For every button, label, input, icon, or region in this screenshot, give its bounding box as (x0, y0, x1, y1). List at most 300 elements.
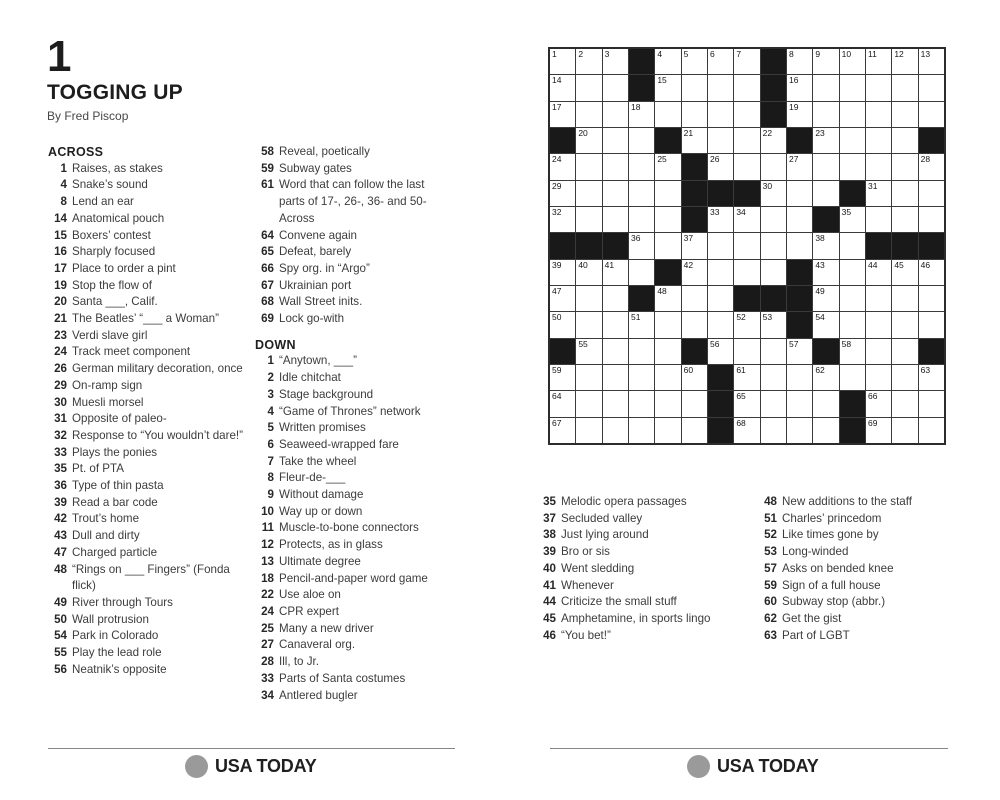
grid-cell-black (866, 233, 891, 258)
clue-number: 50 (54, 612, 67, 626)
down-clues-column-3 (758, 494, 970, 644)
clue-number: 23 (54, 328, 67, 342)
clue-item (255, 671, 441, 688)
cell-number: 65 (736, 391, 746, 402)
grid-cell (655, 233, 680, 258)
clue-item (48, 411, 244, 428)
grid-cell (708, 49, 733, 74)
grid-cell (603, 207, 628, 232)
grid-cell (655, 75, 680, 100)
clue-item (758, 578, 970, 595)
grid-cell-black (813, 339, 838, 364)
usa-today-circle-icon (687, 755, 710, 778)
usa-today-logo (687, 755, 819, 778)
grid-cell (655, 207, 680, 232)
cell-number: 33 (710, 207, 720, 217)
grid-cell-black (655, 128, 680, 153)
cell-number: 23 (815, 128, 825, 138)
grid-cell (813, 365, 838, 390)
grid-cell-black (919, 233, 944, 258)
cell-number: 17 (552, 101, 562, 112)
grid-cell (813, 102, 838, 127)
grid-cell (892, 339, 917, 364)
clue-item (48, 461, 244, 478)
grid-cell (576, 339, 601, 364)
clue-number: 37 (543, 511, 556, 525)
grid-cell (761, 339, 786, 364)
grid-cell (892, 207, 917, 232)
grid-cell-black (708, 365, 733, 390)
grid-cell (682, 75, 707, 100)
grid-cell-black (787, 260, 812, 285)
clue-text: The Beatles’ “___ a Woman” (72, 312, 219, 326)
clue-item (255, 437, 441, 454)
grid-cell (892, 260, 917, 285)
grid-cell-black (655, 260, 680, 285)
grid-cell (866, 286, 891, 311)
clue-text: Reveal, poetically (279, 145, 370, 158)
grid-cell (708, 339, 733, 364)
grid-cell-black (840, 181, 865, 206)
grid-cell (576, 260, 601, 285)
clue-number: 12 (261, 538, 274, 552)
grid-cell (919, 207, 944, 232)
clue-number: 56 (54, 662, 67, 676)
clue-item (758, 544, 970, 561)
cell-number: 54 (815, 312, 825, 323)
clue-item (758, 611, 970, 628)
clue-item (537, 494, 752, 511)
clue-item (48, 428, 244, 445)
clue-item (48, 294, 244, 311)
cell-number: 50 (552, 312, 562, 323)
clue-number: 30 (54, 395, 67, 409)
grid-cell (840, 260, 865, 285)
clue-text: Spy org. in “Argo” (279, 261, 370, 275)
grid-cell (761, 233, 786, 258)
grid-cell (629, 154, 654, 179)
grid-cell (813, 418, 838, 443)
grid-cell (787, 207, 812, 232)
grid-cell (734, 339, 759, 364)
cell-number: 62 (815, 365, 825, 375)
cell-number: 44 (868, 259, 878, 270)
clue-number: 59 (764, 578, 777, 592)
cell-number: 43 (815, 259, 825, 270)
clue-number: 8 (267, 471, 274, 485)
clue-item (48, 511, 244, 528)
cell-number: 56 (710, 338, 720, 349)
clue-text: Charged particle (72, 545, 158, 559)
clue-item (48, 194, 244, 211)
clue-item (48, 662, 244, 679)
clue-text: Whenever (561, 578, 614, 592)
clue-number: 31 (54, 412, 67, 426)
grid-cell (550, 286, 575, 311)
clue-text: Like times gone by (782, 528, 879, 542)
across-clue-list-continued (255, 144, 441, 328)
grid-cell-black (761, 286, 786, 311)
clue-text: Written promises (279, 421, 366, 435)
clue-text: Play the lead role (72, 646, 162, 660)
clue-item (255, 470, 441, 487)
grid-cell (761, 154, 786, 179)
puzzle-header (47, 32, 183, 123)
clue-number: 47 (54, 545, 67, 559)
clue-text: Idle chitchat (279, 371, 341, 385)
clue-number: 45 (543, 611, 556, 625)
clue-item (537, 628, 752, 645)
clue-number: 42 (54, 512, 67, 526)
cell-number: 46 (920, 259, 931, 270)
clue-text: Raises, as stakes (72, 161, 163, 175)
grid-cell (629, 260, 654, 285)
clue-text: Bro or sis (561, 545, 610, 559)
grid-cell (787, 49, 812, 74)
clue-number: 62 (764, 611, 777, 625)
clue-item (255, 244, 441, 261)
grid-cell (919, 181, 944, 206)
grid-cell (919, 391, 944, 416)
clue-number: 68 (261, 295, 274, 309)
cell-number: 40 (578, 259, 588, 270)
clue-number: 1 (60, 161, 67, 175)
grid-cell (576, 365, 601, 390)
clue-item (537, 527, 752, 544)
grid-cell-black (708, 391, 733, 416)
grid-cell (892, 154, 917, 179)
cell-number: 57 (789, 338, 799, 349)
grid-cell (682, 49, 707, 74)
grid-cell (629, 391, 654, 416)
clue-text: Just lying around (561, 528, 649, 542)
clue-text: Fleur-de-___ (279, 471, 346, 485)
grid-cell (576, 391, 601, 416)
grid-cell (787, 365, 812, 390)
clue-number: 9 (267, 488, 274, 502)
clue-item (255, 161, 441, 178)
grid-cell (603, 181, 628, 206)
grid-cell (734, 233, 759, 258)
grid-cell (919, 260, 944, 285)
grid-cell (550, 207, 575, 232)
grid-cell (892, 286, 917, 311)
grid-cell (603, 260, 628, 285)
cell-number: 31 (868, 180, 878, 191)
grid-cell-black (550, 339, 575, 364)
cell-number: 11 (868, 49, 877, 59)
cell-number: 67 (552, 417, 562, 428)
clue-number: 7 (267, 454, 274, 468)
cell-number: 37 (683, 233, 694, 244)
grid-cell (708, 128, 733, 153)
clue-text: Get the gist (782, 611, 842, 625)
cell-number: 58 (841, 338, 852, 349)
cell-number: 42 (683, 259, 694, 270)
grid-cell (813, 128, 838, 153)
clue-number: 35 (54, 462, 67, 476)
grid-cell-black (682, 207, 707, 232)
cell-number: 26 (710, 154, 720, 165)
grid-cell (550, 49, 575, 74)
grid-cell (919, 418, 944, 443)
grid-cell (629, 233, 654, 258)
clue-text: Ukrainian port (279, 278, 352, 292)
grid-cell (655, 49, 680, 74)
clue-item (255, 688, 441, 705)
clue-item (255, 654, 441, 671)
cell-number: 19 (789, 101, 799, 112)
across-clue-list (48, 161, 244, 679)
grid-cell-black (761, 49, 786, 74)
grid-cell (866, 339, 891, 364)
clue-item (48, 545, 244, 562)
clue-number: 67 (261, 278, 274, 292)
puzzle-title: TOGGING UP (47, 80, 183, 104)
cell-number: 47 (552, 286, 562, 296)
clue-number: 43 (54, 529, 67, 543)
clue-text: Ultimate degree (279, 554, 361, 568)
cell-number: 64 (552, 391, 562, 402)
grid-cell-black (682, 181, 707, 206)
clue-item (537, 544, 752, 561)
grid-cell (629, 207, 654, 232)
cell-number: 24 (552, 154, 562, 165)
grid-cell-black (629, 49, 654, 74)
grid-cell (682, 233, 707, 258)
grid-cell (550, 260, 575, 285)
cell-number: 51 (631, 312, 641, 323)
grid-cell (629, 312, 654, 337)
grid-cell (603, 49, 628, 74)
grid-cell-black (761, 102, 786, 127)
grid-cell (840, 128, 865, 153)
clue-number: 22 (261, 588, 274, 602)
clue-text: New additions to the staff (782, 495, 912, 508)
clue-number: 3 (267, 387, 274, 401)
grid-cell (866, 154, 891, 179)
grid-cell (655, 286, 680, 311)
grid-cell (550, 181, 575, 206)
clue-item (255, 311, 441, 328)
clue-item (255, 228, 441, 245)
grid-cell (892, 391, 917, 416)
clue-number: 65 (261, 245, 274, 259)
grid-cell (761, 207, 786, 232)
clue-number: 24 (261, 604, 274, 618)
clue-text: German military decoration, once (72, 362, 243, 376)
grid-cell (655, 339, 680, 364)
clue-number: 39 (54, 495, 67, 509)
clue-text: Read a bar code (72, 495, 158, 509)
grid-cell-black (787, 128, 812, 153)
across-clues-column-1 (48, 144, 244, 679)
grid-cell (629, 339, 654, 364)
grid-cell-black (919, 128, 944, 153)
clue-item (48, 228, 244, 245)
clue-text: “Anytown, ___” (279, 354, 357, 368)
grid-cell-black (734, 181, 759, 206)
cell-number: 12 (894, 49, 904, 59)
clue-item (758, 494, 970, 511)
grid-cell (866, 75, 891, 100)
grid-cell-black (708, 181, 733, 206)
clue-number: 57 (764, 561, 777, 575)
grid-cell (708, 233, 733, 258)
clue-number: 66 (261, 261, 274, 275)
grid-cell (866, 128, 891, 153)
grid-cell (734, 75, 759, 100)
grid-cell-black (813, 207, 838, 232)
grid-cell (734, 102, 759, 127)
clue-text: Stage background (279, 387, 374, 401)
clue-text: Wall protrusion (72, 612, 149, 626)
clue-number: 52 (764, 528, 777, 542)
right-page-footer-rule (550, 748, 948, 749)
clue-item (48, 177, 244, 194)
clue-item (255, 487, 441, 504)
grid-cell-black (840, 418, 865, 443)
clue-item (255, 404, 441, 421)
grid-cell (840, 154, 865, 179)
clue-item (48, 378, 244, 395)
cell-number: 34 (736, 207, 746, 217)
clue-text: Anatomical pouch (72, 211, 165, 225)
grid-cell (550, 154, 575, 179)
clue-item (537, 594, 752, 611)
grid-cell (708, 260, 733, 285)
clue-number: 11 (261, 521, 274, 535)
grid-cell (550, 418, 575, 443)
grid-cell (734, 418, 759, 443)
grid-cell (629, 128, 654, 153)
clue-item (48, 495, 244, 512)
clue-item (537, 611, 752, 628)
clue-number: 33 (54, 445, 67, 459)
clue-item (255, 370, 441, 387)
grid-cell (892, 49, 917, 74)
clue-text: “Game of Thrones” network (279, 404, 421, 418)
clue-item (537, 578, 752, 595)
clue-number: 34 (261, 688, 274, 702)
down-clues-column-2 (537, 494, 752, 644)
clue-text: Take the wheel (279, 454, 357, 468)
cell-number: 7 (736, 49, 742, 59)
clue-number: 33 (261, 671, 274, 685)
clue-number: 29 (54, 378, 67, 392)
clue-number: 14 (54, 211, 67, 225)
grid-cell (813, 286, 838, 311)
clue-item (537, 511, 752, 528)
grid-cell (576, 312, 601, 337)
grid-cell (787, 181, 812, 206)
clue-text: Long-winded (782, 545, 849, 559)
clue-text: Snake’s sound (72, 178, 148, 192)
grid-cell (919, 75, 944, 100)
cell-number: 27 (789, 154, 799, 165)
grid-cell (761, 312, 786, 337)
usa-today-wordmark: USA TODAY (717, 756, 819, 776)
cell-number: 52 (736, 312, 746, 323)
clue-text: Lock go-with (279, 312, 345, 326)
grid-cell (603, 365, 628, 390)
grid-cell (813, 260, 838, 285)
clue-number: 46 (543, 628, 556, 642)
grid-cell (708, 286, 733, 311)
clue-text: Lend an ear (72, 195, 134, 209)
cell-number: 10 (841, 49, 852, 59)
clue-number: 26 (54, 362, 67, 376)
grid-cell (603, 102, 628, 127)
cell-number: 21 (683, 128, 694, 138)
clue-item (48, 595, 244, 612)
grid-cell (892, 128, 917, 153)
grid-cell (682, 312, 707, 337)
clue-text: Went sledding (561, 561, 635, 575)
clue-item (255, 554, 441, 571)
grid-cell (576, 75, 601, 100)
grid-cell (866, 181, 891, 206)
clue-text: Park in Colorado (72, 629, 159, 643)
clue-number: 21 (54, 312, 67, 326)
cell-number: 49 (815, 286, 825, 296)
clue-number: 4 (60, 178, 67, 192)
clue-number: 24 (54, 345, 67, 359)
grid-cell (655, 365, 680, 390)
clue-text: Place to order a pint (72, 261, 176, 275)
clue-text: Pencil-and-paper word game (279, 571, 428, 585)
crossword-grid (548, 47, 946, 445)
grid-cell-black (629, 286, 654, 311)
cell-number: 28 (920, 154, 931, 165)
grid-cell (813, 154, 838, 179)
clue-item (255, 520, 441, 537)
grid-cell (840, 312, 865, 337)
grid-cell-black (787, 286, 812, 311)
clue-item (48, 612, 244, 629)
grid-cell (734, 207, 759, 232)
clue-text: Plays the ponies (72, 445, 158, 459)
grid-cell (734, 312, 759, 337)
grid-cell (682, 391, 707, 416)
cell-number: 66 (868, 391, 878, 402)
clue-item (255, 144, 441, 161)
clue-text: Melodic opera passages (561, 495, 687, 508)
grid-cell (603, 75, 628, 100)
grid-cell (550, 365, 575, 390)
clue-text: CPR expert (279, 604, 339, 618)
grid-cell (761, 365, 786, 390)
cell-number: 55 (578, 338, 588, 349)
clue-text: Way up or down (279, 504, 363, 518)
grid-cell (655, 154, 680, 179)
clue-number: 16 (54, 245, 67, 259)
clue-item (48, 211, 244, 228)
down-clue-list-continued-2 (758, 494, 970, 644)
cell-number: 6 (710, 49, 715, 59)
clue-item (255, 604, 441, 621)
clue-number: 1 (267, 354, 274, 368)
clue-number: 40 (543, 561, 556, 575)
clue-text: Seaweed-wrapped fare (279, 437, 399, 451)
usa-today-logo (185, 755, 317, 778)
grid-cell (866, 49, 891, 74)
cell-number: 53 (762, 312, 773, 323)
clue-item (48, 261, 244, 278)
grid-cell (576, 181, 601, 206)
clue-text: Ill, to Jr. (279, 655, 319, 669)
grid-cell (787, 102, 812, 127)
